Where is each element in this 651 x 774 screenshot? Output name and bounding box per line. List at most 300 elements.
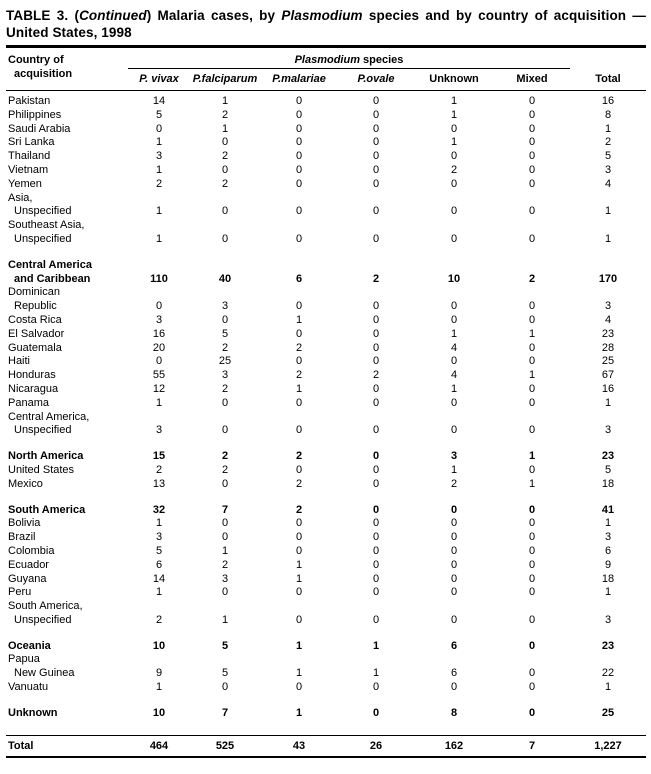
table-row: [6, 450, 646, 464]
column-header-p-ovale: P.ovale: [357, 73, 395, 85]
cell-value: 0: [221, 205, 229, 218]
row-label: Saudi Arabia: [8, 122, 71, 135]
cell-total: 23: [601, 639, 615, 652]
cell-value: 3: [155, 424, 163, 437]
cell-value: 15: [152, 450, 166, 463]
cell-value: 5: [155, 108, 163, 121]
row-label: Central America, Unspecified: [8, 410, 90, 437]
cell-total: 67: [601, 369, 615, 382]
cell-value: 1: [295, 313, 303, 326]
cell-value: 1: [450, 463, 458, 476]
cell-value: 0: [372, 163, 380, 176]
cell-value: 4: [450, 341, 458, 354]
row-label: Colombia: [8, 544, 55, 557]
cell-total: 2: [604, 136, 612, 149]
table-row: [6, 464, 646, 478]
cell-value: 1: [295, 639, 303, 652]
cell-value: 0: [295, 327, 303, 340]
cell-value: 14: [152, 95, 166, 107]
row-label: Costa Rica: [8, 313, 62, 326]
cell-value: 0: [528, 122, 536, 135]
cell-value: 0: [528, 463, 536, 476]
cell-value: 0: [221, 136, 229, 149]
cell-value: 0: [450, 558, 458, 571]
cell-value: 7: [221, 503, 229, 516]
cell-value: 55: [152, 369, 166, 382]
title-continued: Continued: [79, 8, 147, 23]
row-label: Guatemala: [8, 341, 62, 354]
cell-value: 2: [295, 341, 303, 354]
cell-value: 2: [221, 382, 229, 395]
cell-value: 0: [528, 232, 536, 245]
table-row: [6, 531, 646, 545]
row-label: Ecuador: [8, 558, 49, 571]
cell-total: 1: [604, 205, 612, 218]
cell-value: 0: [528, 544, 536, 557]
cell-value: 0: [295, 586, 303, 599]
cell-value: 0: [528, 341, 536, 354]
cell-value: 0: [372, 450, 380, 463]
column-header-unknown: Unknown: [429, 73, 479, 85]
cell-value: 1: [155, 681, 163, 694]
cell-value: 1: [295, 558, 303, 571]
cell-total: 1: [604, 232, 612, 245]
cell-value: 3: [221, 300, 229, 313]
cell-value: 0: [528, 300, 536, 313]
cell-value: 8: [450, 706, 458, 719]
cell-value: 0: [221, 477, 229, 490]
row-label: Peru: [8, 586, 32, 599]
cell-value: 0: [155, 300, 163, 313]
cell-value: 2: [221, 463, 229, 476]
column-header-p-malariae: P.malariae: [272, 73, 326, 85]
table-row: [6, 735, 646, 754]
cell-value: 1: [155, 136, 163, 149]
table-row: [6, 123, 646, 137]
cell-value: 0: [221, 586, 229, 599]
cell-value: 0: [528, 150, 536, 163]
cell-value: 0: [528, 706, 536, 719]
species-group-rest: species: [359, 54, 404, 66]
cell-value: 0: [528, 424, 536, 437]
cell-value: 0: [372, 232, 380, 245]
cell-value: 0: [528, 503, 536, 516]
row-label: Yemen: [8, 177, 42, 190]
cell-value: 2: [221, 177, 229, 190]
cell-value: 0: [450, 586, 458, 599]
row-label: Oceania: [8, 639, 51, 652]
cell-value: 0: [528, 558, 536, 571]
cell-total: 3: [604, 424, 612, 437]
row-label: Vietnam: [8, 163, 49, 176]
cell-value: 1: [221, 122, 229, 135]
table-title: [6, 7, 646, 41]
table-row: [6, 600, 646, 628]
cell-value: 0: [295, 136, 303, 149]
cell-value: 26: [369, 739, 383, 752]
cell-value: 0: [295, 681, 303, 694]
country-header-line2: acquisition: [14, 68, 73, 80]
row-label: Nicaragua: [8, 382, 59, 395]
cell-value: 110: [150, 272, 168, 285]
cell-total: 25: [601, 706, 615, 719]
row-label: Sri Lanka: [8, 136, 55, 149]
cell-value: 1: [295, 667, 303, 680]
cell-value: 32: [152, 503, 166, 516]
cell-value: 0: [155, 355, 163, 368]
cell-total: 1: [604, 396, 612, 409]
cell-value: 0: [528, 95, 536, 107]
cell-value: 0: [372, 355, 380, 368]
cell-value: 2: [221, 150, 229, 163]
cell-value: 0: [295, 177, 303, 190]
table-body: [6, 91, 646, 753]
cell-value: 1: [295, 572, 303, 585]
table-row: [6, 707, 646, 721]
row-label: Papua New Guinea: [8, 653, 75, 680]
row-label: Southeast Asia, Unspecified: [8, 219, 85, 245]
cell-value: 0: [221, 531, 229, 544]
cell-value: 2: [295, 369, 303, 382]
cell-value: 0: [450, 681, 458, 694]
species-group-header: [128, 53, 570, 69]
cell-value: 5: [221, 667, 229, 680]
table-row: [6, 286, 646, 314]
row-label: South America: [8, 503, 86, 516]
cell-value: 0: [528, 681, 536, 694]
cell-value: 0: [372, 205, 380, 218]
cell-total: 22: [601, 667, 615, 680]
cell-value: 0: [450, 122, 458, 135]
cell-value: 1: [221, 544, 229, 557]
table-row: [6, 355, 646, 369]
cell-total: 1: [604, 681, 612, 694]
cell-value: 0: [295, 613, 303, 626]
cell-value: 7: [221, 706, 229, 719]
cell-value: 525: [215, 739, 235, 752]
cell-value: 0: [372, 531, 380, 544]
title-species-word: Plasmodium: [281, 8, 363, 23]
cell-value: 0: [372, 477, 380, 490]
table-row: [6, 328, 646, 342]
cell-value: 2: [372, 272, 380, 285]
cell-value: 0: [372, 706, 380, 719]
cell-value: 2: [221, 108, 229, 121]
cell-value: 0: [295, 205, 303, 218]
cell-value: 1: [221, 613, 229, 626]
row-label: Central America and Caribbean: [8, 258, 92, 285]
cell-value: 2: [221, 341, 229, 354]
table-row: [6, 573, 646, 587]
cell-value: 0: [450, 150, 458, 163]
cell-value: 1: [295, 706, 303, 719]
table-row: [6, 517, 646, 531]
cell-value: 6: [450, 639, 458, 652]
title-rule: [6, 45, 646, 48]
cell-value: 0: [295, 531, 303, 544]
cell-value: 0: [372, 177, 380, 190]
cell-value: 2: [295, 450, 303, 463]
cell-value: 2: [528, 272, 536, 285]
cell-total: 5: [604, 463, 612, 476]
cell-value: 10: [152, 639, 166, 652]
cell-value: 5: [221, 327, 229, 340]
row-label: Panama: [8, 396, 49, 409]
cell-value: 0: [372, 681, 380, 694]
cell-value: 0: [528, 586, 536, 599]
cell-value: 0: [450, 355, 458, 368]
cell-value: 0: [221, 517, 229, 530]
cell-value: 1: [372, 639, 380, 652]
country-header-line1: Country of: [8, 54, 64, 66]
cell-value: 0: [155, 122, 163, 135]
cell-value: 0: [528, 531, 536, 544]
cell-value: 0: [372, 382, 380, 395]
cell-value: 0: [528, 572, 536, 585]
cell-value: 0: [295, 300, 303, 313]
cell-value: 0: [372, 136, 380, 149]
cell-value: 0: [372, 122, 380, 135]
cell-value: 0: [528, 396, 536, 409]
cell-value: 7: [528, 739, 536, 752]
cell-total: 6: [604, 544, 612, 557]
cell-value: 4: [450, 369, 458, 382]
row-label: Asia, Unspecified: [8, 191, 72, 218]
cell-total: 3: [604, 300, 612, 313]
malaria-table: [6, 53, 646, 758]
cell-value: 0: [450, 517, 458, 530]
cell-value: 0: [450, 313, 458, 326]
cell-value: 2: [155, 177, 163, 190]
cell-value: 0: [372, 150, 380, 163]
row-label: Brazil: [8, 531, 36, 544]
cell-value: 0: [295, 150, 303, 163]
cell-value: 5: [155, 544, 163, 557]
cell-total: 3: [604, 531, 612, 544]
row-label: Unknown: [8, 706, 58, 719]
cell-value: 0: [450, 205, 458, 218]
cell-value: 20: [152, 341, 166, 354]
cell-value: 0: [528, 177, 536, 190]
table-row: [6, 259, 646, 287]
cell-value: 1: [450, 136, 458, 149]
cell-value: 1: [221, 95, 229, 107]
cell-value: 0: [372, 517, 380, 530]
table-row: [6, 383, 646, 397]
cell-value: 0: [221, 163, 229, 176]
table-row: [6, 219, 646, 247]
cell-value: 0: [528, 205, 536, 218]
title-text-3: species and by country of acquisition — United States, 1998: [6, 8, 647, 40]
cell-value: 0: [295, 544, 303, 557]
cell-value: 2: [450, 477, 458, 490]
table-row: [6, 369, 646, 383]
cell-value: 0: [450, 396, 458, 409]
cell-value: 0: [450, 503, 458, 516]
cell-total: 4: [604, 313, 612, 326]
cell-value: 0: [450, 232, 458, 245]
cell-value: 2: [372, 369, 380, 382]
table-row: [6, 504, 646, 518]
cell-value: 10: [447, 272, 461, 285]
cell-value: 2: [221, 450, 229, 463]
cell-value: 0: [295, 424, 303, 437]
table-row: [6, 411, 646, 439]
cell-value: 0: [450, 544, 458, 557]
cell-value: 0: [295, 517, 303, 530]
cell-value: 0: [528, 163, 536, 176]
cell-value: 0: [528, 517, 536, 530]
table-row: [6, 478, 646, 492]
row-spacer: [6, 438, 646, 450]
table-row: [6, 95, 646, 109]
row-label: Philippines: [8, 108, 62, 121]
column-header-mixed: Mixed: [516, 73, 548, 85]
cell-value: 2: [295, 477, 303, 490]
cell-value: 0: [528, 355, 536, 368]
cell-value: 0: [372, 503, 380, 516]
cell-value: 0: [372, 313, 380, 326]
row-label: Dominican Republic: [8, 286, 60, 313]
cell-value: 0: [372, 327, 380, 340]
cell-value: 0: [528, 639, 536, 652]
cell-value: 0: [450, 177, 458, 190]
cell-total: 5: [604, 150, 612, 163]
table-row: [6, 640, 646, 654]
cell-total: 9: [604, 558, 612, 571]
cell-value: 464: [149, 739, 169, 752]
cell-value: 3: [155, 150, 163, 163]
cell-value: 3: [221, 572, 229, 585]
cell-value: 3: [450, 450, 458, 463]
cell-value: 0: [528, 136, 536, 149]
cell-value: 0: [372, 586, 380, 599]
cell-value: 0: [295, 355, 303, 368]
cell-total: 16: [601, 382, 615, 395]
cell-value: 0: [372, 95, 380, 107]
cell-total: 23: [601, 327, 615, 340]
cell-value: 0: [372, 108, 380, 121]
cell-value: 1: [528, 369, 536, 382]
table-header: [6, 53, 646, 91]
cell-value: 0: [372, 558, 380, 571]
cell-value: 6: [295, 272, 303, 285]
table-row: [6, 314, 646, 328]
table-row: [6, 342, 646, 356]
cell-value: 0: [372, 463, 380, 476]
cell-value: 10: [152, 706, 166, 719]
table-row: [6, 150, 646, 164]
row-label: Vanuatu: [8, 681, 49, 694]
cell-value: 0: [221, 232, 229, 245]
title-text-2: ) Malaria cases, by: [146, 8, 282, 23]
cell-value: 0: [295, 396, 303, 409]
cell-value: 6: [450, 667, 458, 680]
column-header-country: [6, 53, 128, 81]
cell-value: 0: [528, 667, 536, 680]
row-label: North America: [8, 450, 84, 463]
row-label: Bolivia: [8, 517, 41, 530]
cell-value: 0: [295, 108, 303, 121]
table-row: [6, 653, 646, 681]
cell-total: 23: [601, 450, 615, 463]
cell-value: 0: [450, 613, 458, 626]
cell-value: 43: [292, 739, 306, 752]
row-label: Haiti: [8, 355, 31, 368]
cell-value: 3: [221, 369, 229, 382]
cell-value: 1: [450, 95, 458, 107]
cell-value: 9: [155, 667, 163, 680]
cell-value: 0: [221, 681, 229, 694]
cell-value: 1: [372, 667, 380, 680]
row-spacer: [6, 695, 646, 707]
cell-total: 3: [604, 163, 612, 176]
cell-value: 0: [221, 424, 229, 437]
row-label: Guyana: [8, 572, 47, 585]
cell-value: 1: [155, 517, 163, 530]
cell-value: 0: [372, 544, 380, 557]
table-row: [6, 136, 646, 150]
cell-value: 0: [450, 572, 458, 585]
cell-total: 18: [601, 477, 615, 490]
cell-value: 0: [295, 463, 303, 476]
cell-value: 1: [528, 327, 536, 340]
cell-value: 0: [295, 232, 303, 245]
cell-value: 2: [450, 163, 458, 176]
cell-total: 1: [604, 517, 612, 530]
cell-total: 25: [601, 355, 615, 368]
cell-value: 0: [372, 396, 380, 409]
row-label: Thailand: [8, 150, 51, 163]
cell-value: 1: [295, 382, 303, 395]
title-text-1: TABLE 3. (: [6, 8, 80, 23]
table-row: [6, 559, 646, 573]
cell-total: 4: [604, 177, 612, 190]
cell-value: 0: [528, 313, 536, 326]
table-row: [6, 681, 646, 695]
cell-total: 1: [604, 122, 612, 135]
row-label: Pakistan: [8, 95, 51, 107]
cell-value: 1: [155, 586, 163, 599]
column-header-p-falciparum: P.falciparum: [192, 73, 258, 85]
cell-value: 0: [221, 313, 229, 326]
species-group-italic: Plasmodium: [294, 54, 360, 66]
cell-value: 0: [295, 95, 303, 107]
cell-value: 2: [155, 463, 163, 476]
cell-value: 1: [450, 382, 458, 395]
cell-value: 13: [152, 477, 166, 490]
table-row: [6, 192, 646, 220]
row-spacer: [6, 247, 646, 259]
cell-value: 0: [372, 572, 380, 585]
table-row: [6, 164, 646, 178]
cell-value: 0: [528, 108, 536, 121]
cell-value: 0: [528, 382, 536, 395]
cell-total: 1,227: [594, 739, 622, 752]
cell-value: 12: [152, 382, 166, 395]
cell-value: 6: [155, 558, 163, 571]
cell-total: 16: [601, 95, 615, 107]
table-row: [6, 545, 646, 559]
cell-total: 170: [598, 272, 618, 285]
cell-value: 1: [528, 477, 536, 490]
row-label: Mexico: [8, 477, 43, 490]
cell-value: 0: [372, 613, 380, 626]
cell-value: 1: [155, 163, 163, 176]
cell-value: 162: [444, 739, 464, 752]
cell-value: 0: [450, 531, 458, 544]
cell-value: 2: [155, 613, 163, 626]
